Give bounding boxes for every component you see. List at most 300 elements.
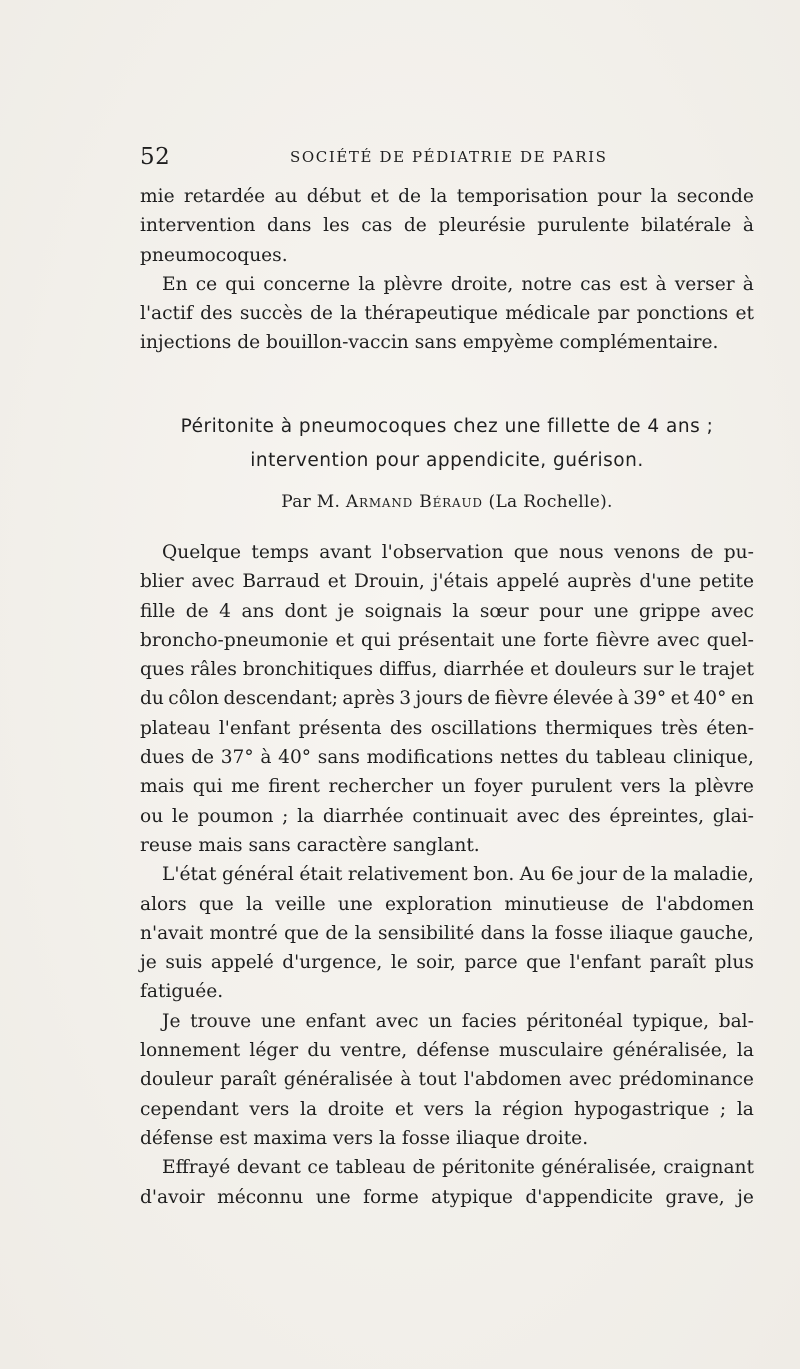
word: thérapeutique: [364, 303, 499, 325]
word: des: [200, 303, 233, 325]
word: 40°: [278, 747, 312, 769]
word: veille: [275, 893, 326, 915]
word: ponctions: [636, 303, 729, 325]
word: continuait: [412, 805, 508, 827]
article-title: [140, 410, 754, 478]
word: intervention: [140, 215, 256, 237]
word: une: [593, 600, 629, 622]
word: l'abdomen: [656, 893, 754, 915]
text-line: [140, 1095, 754, 1124]
byline-prefix: Par M.: [281, 492, 341, 512]
word: forme: [363, 1186, 419, 1208]
word: dues: [140, 747, 185, 769]
word: sans: [317, 747, 360, 769]
word: pour: [539, 600, 584, 622]
word: région: [502, 1098, 564, 1120]
text-line: [140, 328, 754, 357]
word: grippe: [638, 600, 701, 622]
word: côlon: [168, 688, 220, 710]
word: à: [260, 747, 272, 769]
word: était: [299, 864, 343, 886]
word: fosse: [401, 1127, 451, 1149]
word: fatiguée.: [140, 981, 224, 1003]
text-line: [140, 182, 754, 211]
word: bouillon-vaccin: [266, 332, 409, 354]
word: bronchitiques: [242, 659, 373, 681]
word: 6e: [550, 864, 574, 886]
word: Quelque: [162, 542, 242, 563]
word: et: [670, 688, 690, 710]
word: râles: [190, 659, 237, 681]
word: minutieuse: [504, 893, 609, 915]
word: ventre,: [340, 1040, 408, 1062]
word: la: [650, 864, 668, 886]
text-line: [140, 802, 754, 831]
word: ques: [140, 659, 185, 681]
word: vers: [424, 1098, 464, 1120]
word: diffus,: [378, 659, 438, 681]
word: purulent: [530, 776, 613, 798]
word: suis: [165, 952, 203, 974]
word: ;: [282, 805, 289, 827]
word: appelé: [210, 952, 274, 974]
word: petite: [699, 571, 754, 593]
word: avec: [656, 629, 700, 651]
word: pour: [597, 186, 642, 207]
word: douleurs: [554, 659, 637, 681]
word: péritonite: [442, 1157, 535, 1179]
word: prédominance: [619, 1069, 754, 1091]
article-title-line-2: intervention pour appendicite, guérison.: [250, 450, 644, 471]
word: soir,: [416, 952, 456, 974]
running-head: SOCIÉTÉ DE PÉDIATRIE DE PARIS: [290, 148, 608, 166]
word: élevée: [552, 688, 614, 710]
word: hypogastrique: [573, 1098, 710, 1120]
text-line: [140, 977, 754, 1006]
word: trouve: [190, 1010, 252, 1032]
word: la: [452, 600, 470, 622]
word: exploration: [385, 893, 493, 915]
word: devant: [236, 1157, 301, 1179]
word: de: [309, 303, 333, 325]
word: à: [742, 273, 754, 295]
word: cependant: [140, 1098, 239, 1120]
text-line: [140, 655, 754, 684]
word: nous: [558, 542, 604, 563]
word: n'avait: [140, 922, 204, 944]
article-byline: [140, 492, 754, 512]
word: enfant: [305, 1010, 366, 1032]
word: du: [140, 688, 164, 710]
word: tableau: [335, 1157, 406, 1179]
word: le: [390, 952, 408, 974]
text-line: [140, 743, 754, 772]
word: une: [501, 629, 537, 651]
word: la: [736, 1040, 754, 1062]
word: qui: [192, 776, 223, 798]
word: blier: [140, 571, 184, 593]
word: bilatérale: [640, 215, 732, 237]
word: concerne: [263, 273, 351, 295]
text-line: [140, 948, 754, 977]
article-body: [140, 538, 754, 1212]
text-line: [140, 714, 754, 743]
word: sœur: [479, 600, 529, 622]
word: ;: [719, 1098, 727, 1120]
word: grave,: [665, 1186, 725, 1208]
word: avec: [191, 571, 235, 593]
word: bal-: [718, 1010, 754, 1032]
word: généralisée,: [541, 1157, 657, 1179]
word: craignant: [663, 1157, 754, 1179]
word: que: [284, 922, 319, 944]
text-line: [140, 538, 754, 567]
word: modifications: [366, 747, 494, 769]
text-line: [140, 597, 754, 626]
word: fosse: [554, 922, 604, 944]
word: 4: [219, 600, 231, 622]
word: la: [354, 922, 372, 944]
word: l'actif: [140, 303, 193, 325]
word: cas: [361, 215, 393, 237]
word: de: [325, 922, 349, 944]
word: d'appendicite: [525, 1186, 653, 1208]
word: généralisée: [283, 1069, 393, 1091]
word: foyer: [473, 776, 523, 798]
word: jours: [415, 688, 463, 710]
word: la: [378, 1127, 396, 1149]
word: rechercher: [328, 776, 433, 798]
word: soignais: [364, 600, 442, 622]
word: et: [335, 629, 354, 651]
word: éten-: [706, 717, 754, 739]
word: 40°: [693, 688, 727, 710]
text-line: [140, 860, 754, 889]
word: pleurésie: [438, 215, 526, 237]
word: de: [403, 215, 427, 237]
word: une: [315, 1186, 351, 1208]
word: thermiques: [545, 717, 653, 739]
word: du: [307, 1040, 332, 1062]
word: et: [327, 571, 347, 593]
text-line: [140, 1183, 754, 1212]
word: de: [690, 542, 714, 563]
word: fièvre: [595, 629, 650, 651]
word: sensibilité: [378, 922, 475, 944]
word: méconnu: [217, 1186, 304, 1208]
word: mais: [198, 834, 243, 856]
word: défense: [140, 1127, 214, 1149]
word: temporisation: [456, 186, 588, 207]
word: d'avoir: [140, 1186, 205, 1208]
word: la: [297, 805, 315, 827]
text-line: [140, 890, 754, 919]
word: un: [441, 776, 466, 798]
word: la: [430, 186, 448, 207]
text-line: [140, 626, 754, 655]
word: diarrhée: [322, 805, 404, 827]
word: fille: [140, 600, 176, 622]
word: en: [730, 688, 754, 710]
word: la: [736, 1098, 754, 1120]
word: la: [358, 273, 376, 295]
text-line: [140, 567, 754, 596]
page-number: 52: [140, 144, 171, 170]
word: très: [660, 717, 698, 739]
word: parce: [464, 952, 518, 974]
word: à: [742, 215, 754, 237]
word: à: [400, 1069, 412, 1091]
article-title-line-1: Péritonite à pneumocoques chez une fillette de 4 ans ;: [180, 416, 714, 437]
word: avec: [710, 600, 754, 622]
word: épreintes,: [609, 805, 705, 827]
word: forte: [543, 629, 589, 651]
text-line: [140, 270, 754, 299]
word: sans: [248, 834, 291, 856]
word: plus: [714, 952, 754, 974]
word: que: [526, 952, 562, 974]
word: relativement: [347, 864, 468, 886]
word: que: [198, 893, 234, 915]
word: des: [389, 717, 423, 739]
word: paraît: [220, 1069, 277, 1091]
word: un: [428, 1010, 453, 1032]
text-line: [140, 772, 754, 801]
word: appelé: [496, 571, 560, 593]
word: caractère: [296, 834, 387, 856]
word: la: [650, 186, 668, 207]
word: empyème: [462, 332, 554, 354]
text-line: [140, 919, 754, 948]
word: diarrhée: [443, 659, 525, 681]
word: Au: [519, 864, 546, 886]
text-line: [140, 1153, 754, 1182]
word: une: [337, 893, 373, 915]
word: me: [231, 776, 260, 798]
text-line: [140, 299, 754, 328]
word: de: [191, 747, 215, 769]
word: sur: [642, 659, 674, 681]
word: de: [467, 688, 491, 710]
text-line: [140, 211, 754, 240]
word: maladie,: [673, 864, 754, 886]
word: droite.: [525, 1127, 589, 1149]
word: de: [185, 600, 209, 622]
word: à: [655, 273, 667, 295]
word: Drouin,: [354, 571, 425, 593]
word: injections: [140, 332, 232, 354]
word: clinique,: [672, 747, 754, 769]
word: la: [300, 1098, 318, 1120]
word: pneumocoques.: [140, 244, 288, 266]
word: est: [219, 1127, 248, 1149]
word: je: [337, 600, 355, 622]
word: tableau: [595, 747, 667, 769]
word: dans: [266, 215, 312, 237]
word: avant: [319, 542, 372, 563]
word: 39°: [633, 688, 667, 710]
text-line: [140, 1036, 754, 1065]
word: des: [568, 805, 601, 827]
word: vers: [333, 1127, 373, 1149]
word: dont: [284, 600, 328, 622]
word: de: [622, 864, 646, 886]
word: que: [513, 542, 549, 563]
word: sanglant.: [392, 834, 480, 856]
word: avec: [516, 805, 560, 827]
word: avec: [375, 1010, 419, 1032]
word: présenta: [298, 717, 382, 739]
word: la: [669, 776, 687, 798]
text-line: [140, 1007, 754, 1036]
word: mie: [140, 186, 175, 207]
page-header: [140, 144, 760, 172]
word: vers: [249, 1098, 290, 1120]
word: broncho-pneumonie: [140, 629, 329, 651]
word: vers: [620, 776, 661, 798]
word: complémentaire.: [559, 332, 719, 354]
word: et: [370, 186, 389, 207]
word: le: [171, 805, 189, 827]
word: plèvre: [694, 776, 754, 798]
text-line: [140, 684, 754, 713]
word: pu-: [723, 542, 754, 563]
word: montré: [209, 922, 278, 944]
word: général: [222, 864, 294, 886]
intro-text: [140, 182, 754, 358]
word: j'étais: [432, 571, 489, 593]
word: seconde: [676, 186, 754, 207]
word: notre: [521, 273, 572, 295]
word: quel-: [706, 629, 754, 651]
word: Je: [162, 1010, 181, 1032]
word: à: [617, 688, 629, 710]
word: au: [274, 186, 298, 207]
word: et: [394, 1098, 414, 1120]
word: iliaque: [609, 922, 674, 944]
word: droite,: [450, 273, 514, 295]
word: de: [398, 186, 422, 207]
word: début: [306, 186, 362, 207]
word: 37°: [220, 747, 254, 769]
word: descendant;: [223, 688, 338, 710]
word: oscillations: [430, 717, 537, 739]
word: ce: [195, 273, 218, 295]
word: lonnement: [140, 1040, 241, 1062]
word: le: [679, 659, 697, 681]
word: jour: [579, 864, 617, 886]
word: je: [140, 952, 157, 974]
word: ce: [307, 1157, 329, 1179]
word: sans: [414, 332, 457, 354]
word: est: [619, 273, 648, 295]
word: atypique: [431, 1186, 513, 1208]
text-line: [140, 241, 754, 270]
word: cas: [580, 273, 612, 295]
word: plèvre: [383, 273, 443, 295]
word: les: [323, 215, 350, 237]
word: 3: [399, 688, 412, 710]
word: médicale: [505, 303, 591, 325]
word: de: [237, 332, 261, 354]
author-affiliation: (La Rochelle).: [488, 492, 613, 512]
word: facies: [461, 1010, 517, 1032]
word: musculaire: [498, 1040, 604, 1062]
word: après: [342, 688, 395, 710]
word: de: [621, 893, 644, 915]
word: avec: [568, 1069, 612, 1091]
word: droite: [327, 1098, 385, 1120]
word: iliaque: [456, 1127, 520, 1149]
word: verser: [674, 273, 735, 295]
word: de: [412, 1157, 436, 1179]
word: péritonéal: [526, 1010, 623, 1032]
word: ou: [140, 805, 164, 827]
word: je: [737, 1186, 754, 1208]
word: qui: [225, 273, 256, 295]
word: plateau: [140, 717, 211, 739]
word: typique,: [632, 1010, 710, 1032]
word: la: [474, 1098, 492, 1120]
word: temps: [251, 542, 309, 563]
word: la: [340, 303, 358, 325]
word: trajet: [702, 659, 754, 681]
word: d'une: [639, 571, 692, 593]
word: la: [531, 922, 549, 944]
word: paraît: [649, 952, 706, 974]
word: Effrayé: [162, 1157, 231, 1179]
word: firent: [268, 776, 320, 798]
word: l'enfant: [218, 717, 291, 739]
word: fièvre: [494, 688, 549, 710]
word: retardée: [183, 186, 266, 207]
word: douleur: [140, 1069, 213, 1091]
word: la: [246, 893, 264, 915]
word: léger: [249, 1040, 299, 1062]
word: une: [260, 1010, 296, 1032]
word: auprès: [567, 571, 632, 593]
text-line: [140, 1065, 754, 1094]
word: qui: [361, 629, 391, 651]
word: l'enfant: [569, 952, 642, 974]
word: tout: [418, 1069, 457, 1091]
text-line: [140, 1124, 754, 1153]
word: purulente: [537, 215, 630, 237]
word: venons: [613, 542, 681, 563]
word: et: [530, 659, 549, 681]
word: nettes: [499, 747, 559, 769]
word: par: [597, 303, 630, 325]
word: L'état: [162, 864, 217, 886]
word: succès: [239, 303, 303, 325]
text-line: [140, 831, 754, 860]
word: En: [162, 273, 188, 295]
word: bon.: [473, 864, 515, 886]
word: généralisée,: [612, 1040, 728, 1062]
author-name: Armand Béraud: [345, 492, 483, 512]
word: dans: [480, 922, 526, 944]
word: et: [735, 303, 754, 325]
word: poumon: [197, 805, 274, 827]
word: l'abdomen: [463, 1069, 562, 1091]
word: l'observation: [381, 542, 504, 563]
word: défense: [416, 1040, 490, 1062]
word: ans: [241, 600, 275, 622]
word: maxima: [253, 1127, 328, 1149]
word: glai-: [712, 805, 754, 827]
word: Barraud: [242, 571, 320, 593]
word: alors: [140, 893, 187, 915]
